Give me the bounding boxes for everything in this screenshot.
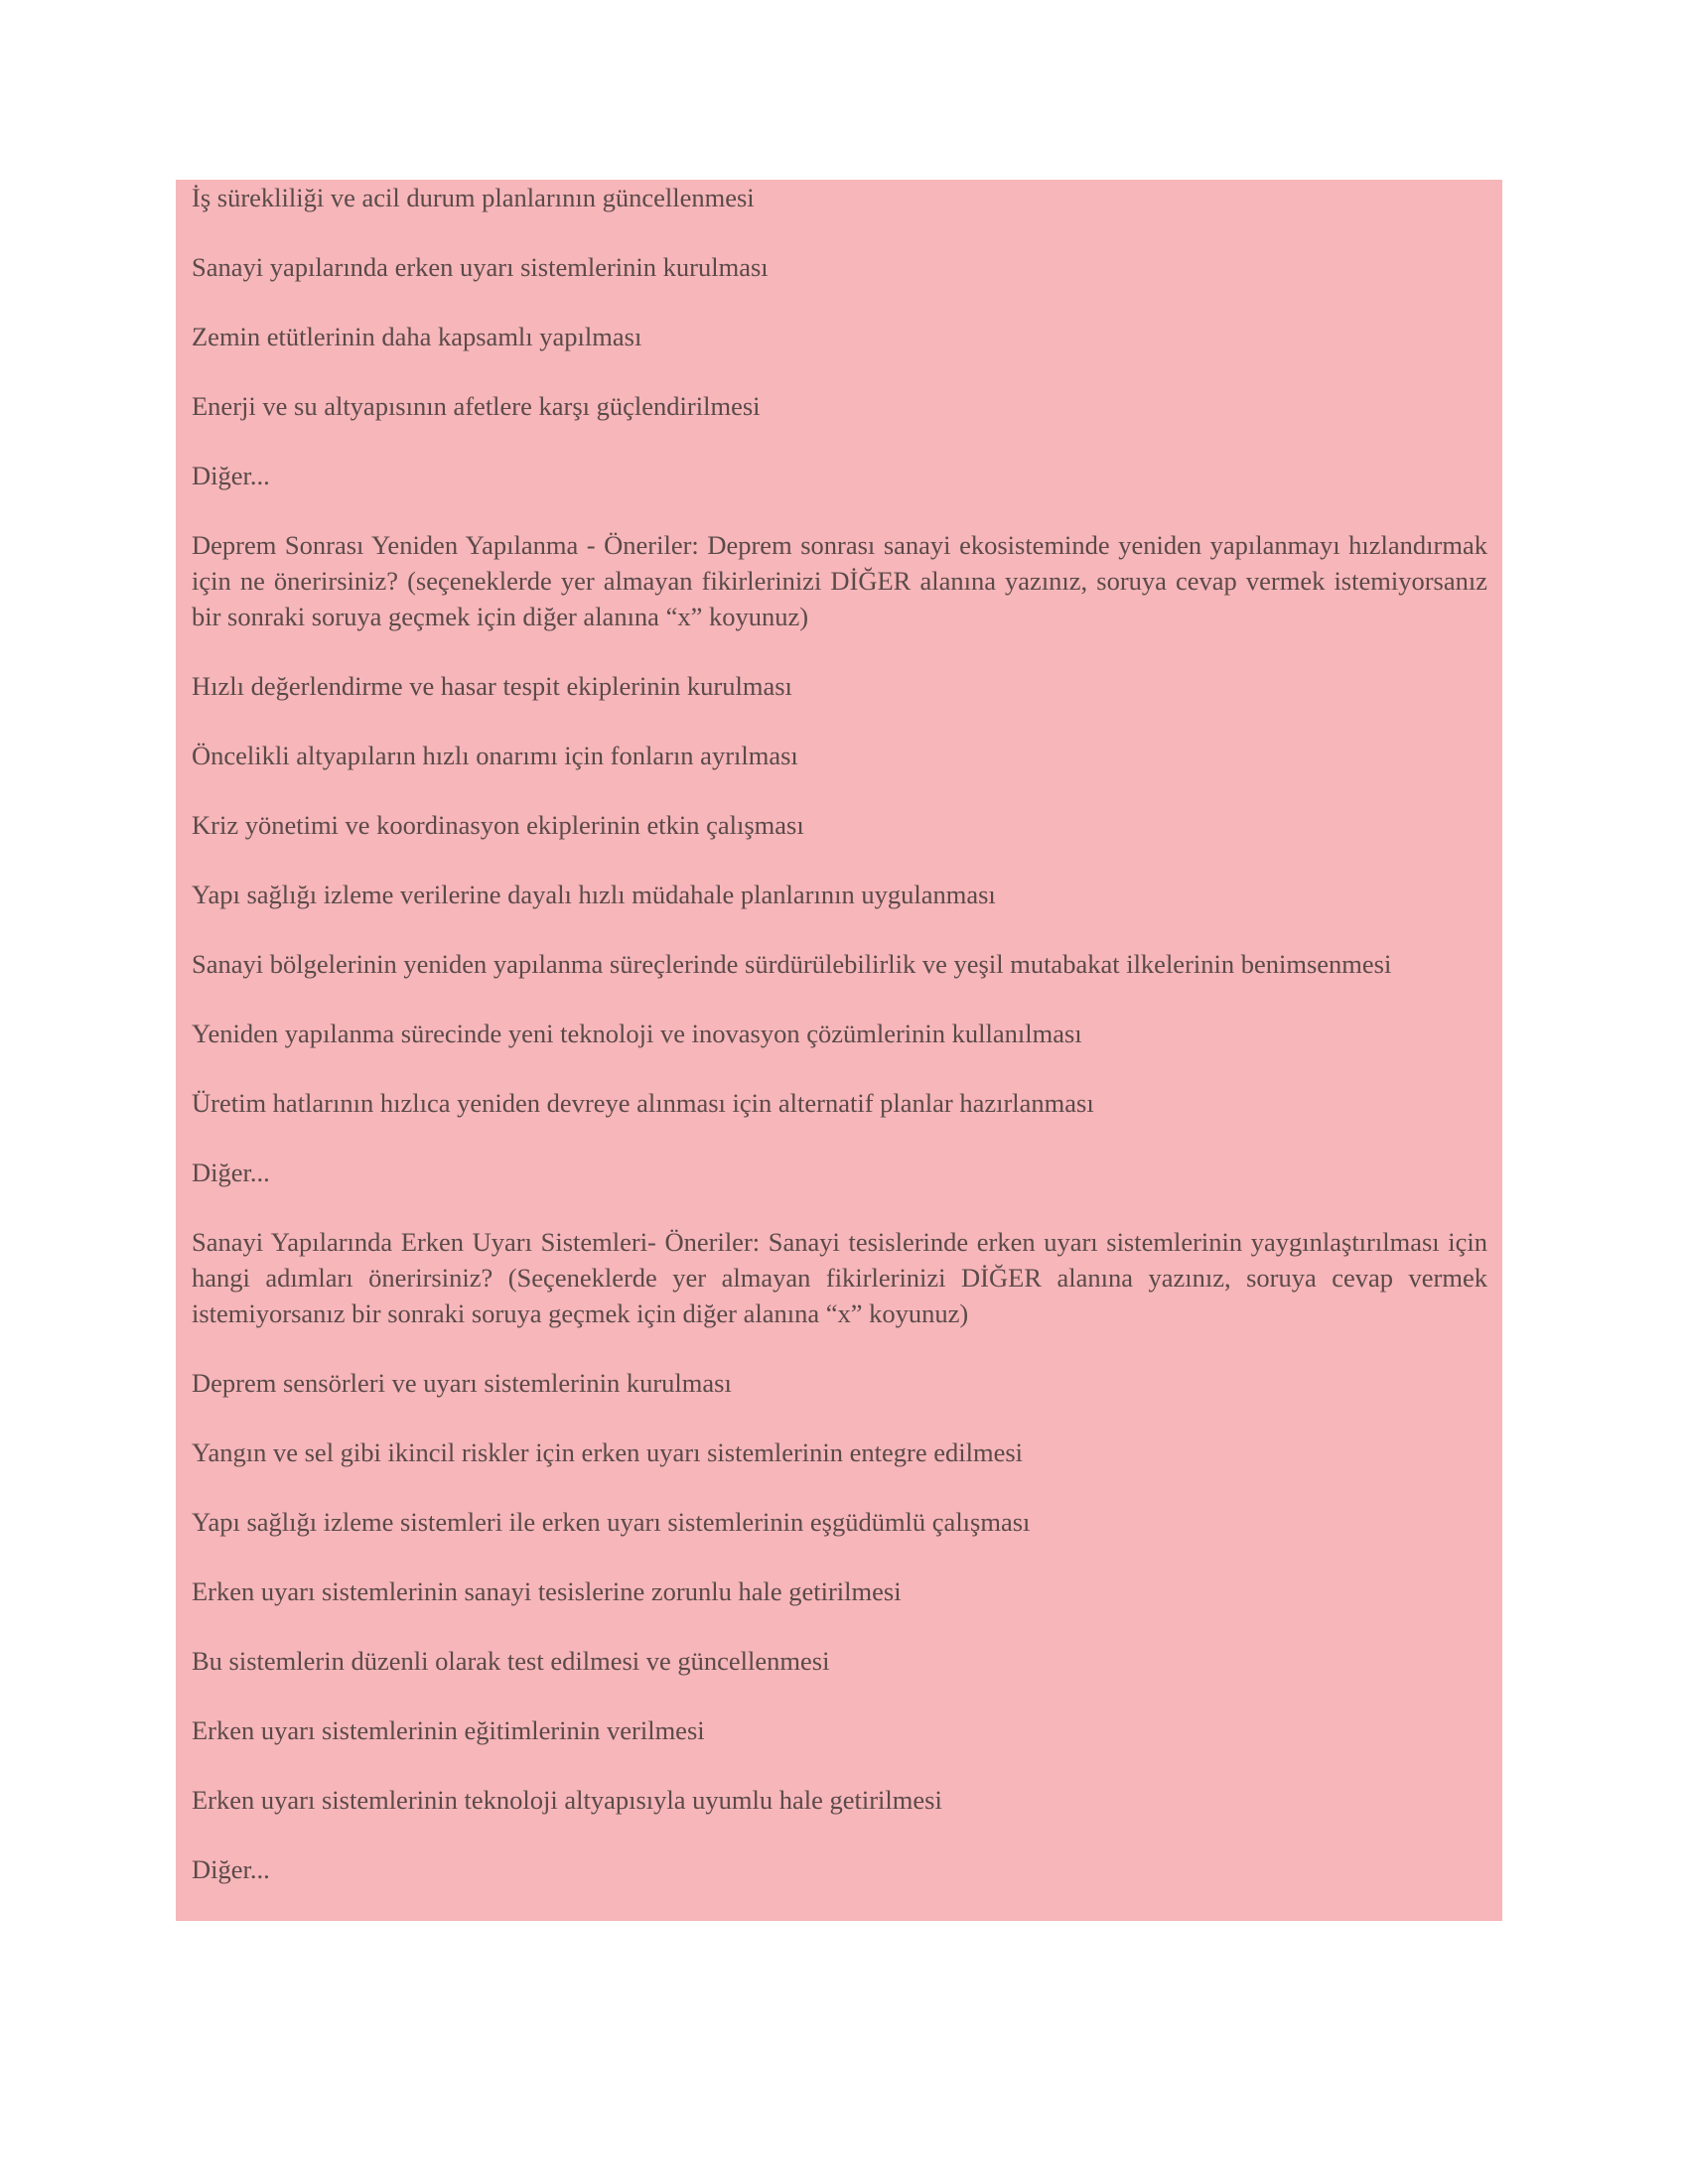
option-regular-testing: Bu sistemlerin düzenli olarak test edilmesi ve güncellenmesi: [192, 1646, 830, 1676]
option-training: Erken uyarı sistemlerinin eğitimlerinin verilmesi: [192, 1715, 705, 1745]
option-sustainability-green-deal: Sanayi bölgelerinin yeniden yapılanma süreçlerinde sürdürülebilirlik ve yeşil mutabakat ilkelerinin benimsenmesi: [192, 949, 1392, 979]
option-production-line-alternative-plans: Üretim hatlarının hızlıca yeniden devreye alınması için alternatif planlar hazırlanması: [192, 1088, 1094, 1118]
question-post-earthquake-reconstruction: Deprem Sonrası Yeniden Yapılanma - Öneriler: Deprem sonrası sanayi ekosisteminde yeniden yapılanmayı hızlandırmak için ne önerirsiniz? (seçeneklerde yer almayan fikirlerinizi DİĞER alanına yazınız, soruya cevap vermek istemiyorsanız bir sonraki soruya geçmek için diğer alanına “x” koyunuz): [192, 530, 1487, 631]
option-secondary-risks-warning: Yangın ve sel gibi ikincil riskler için erken uyarı sistemlerinin entegre edilmesi: [192, 1437, 1024, 1467]
option-industrial-early-warning: Sanayi yapılarında erken uyarı sistemlerinin kurulması: [192, 252, 769, 282]
option-priority-infrastructure-funds: Öncelikli altyapıların hızlı onarımı için fonların ayrılması: [192, 741, 798, 770]
option-other-3: Diğer...: [192, 1854, 270, 1884]
highlighted-text-block: [176, 180, 1502, 1921]
option-other-1: Diğer...: [192, 461, 270, 490]
option-business-continuity: İş sürekliliği ve acil durum planlarının güncellenmesi: [192, 183, 755, 212]
question-early-warning-systems: Sanayi Yapılarında Erken Uyarı Sistemleri- Öneriler: Sanayi tesislerinde erken uyarı sistemlerinin yaygınlaştırılması için hangi adımları önerirsiniz? (Seçeneklerde yer almayan fikirlerinizi DİĞER alanına yazınız, soruya cevap vermek istemiyorsanız bir sonraki soruya geçmek için diğer alanına “x” koyunuz): [192, 1227, 1487, 1328]
option-earthquake-sensors: Deprem sensörleri ve uyarı sistemlerinin kurulması: [192, 1368, 732, 1398]
option-technology-compatibility: Erken uyarı sistemlerinin teknoloji altyapısıyla uyumlu hale getirilmesi: [192, 1785, 942, 1815]
option-rapid-assessment-teams: Hızlı değerlendirme ve hasar tespit ekiplerinin kurulması: [192, 671, 792, 701]
option-ground-surveys: Zemin etütlerinin daha kapsamlı yapılması: [192, 322, 642, 351]
option-other-2: Diğer...: [192, 1158, 270, 1187]
option-energy-water-infrastructure: Enerji ve su altyapısının afetlere karşı güçlendirilmesi: [192, 391, 761, 421]
option-mandatory-systems: Erken uyarı sistemlerinin sanayi tesislerine zorunlu hale getirilmesi: [192, 1576, 902, 1606]
option-new-technology-innovation: Yeniden yapılanma sürecinde yeni teknoloji ve inovasyon çözümlerinin kullanılması: [192, 1019, 1082, 1048]
option-crisis-management-teams: Kriz yönetimi ve koordinasyon ekiplerinin etkin çalışması: [192, 810, 804, 840]
option-coordinated-monitoring: Yapı sağlığı izleme sistemleri ile erken uyarı sistemlerinin eşgüdümlü çalışması: [192, 1507, 1031, 1537]
option-structural-health-monitoring-plans: Yapı sağlığı izleme verilerine dayalı hızlı müdahale planlarının uygulanması: [192, 880, 996, 909]
